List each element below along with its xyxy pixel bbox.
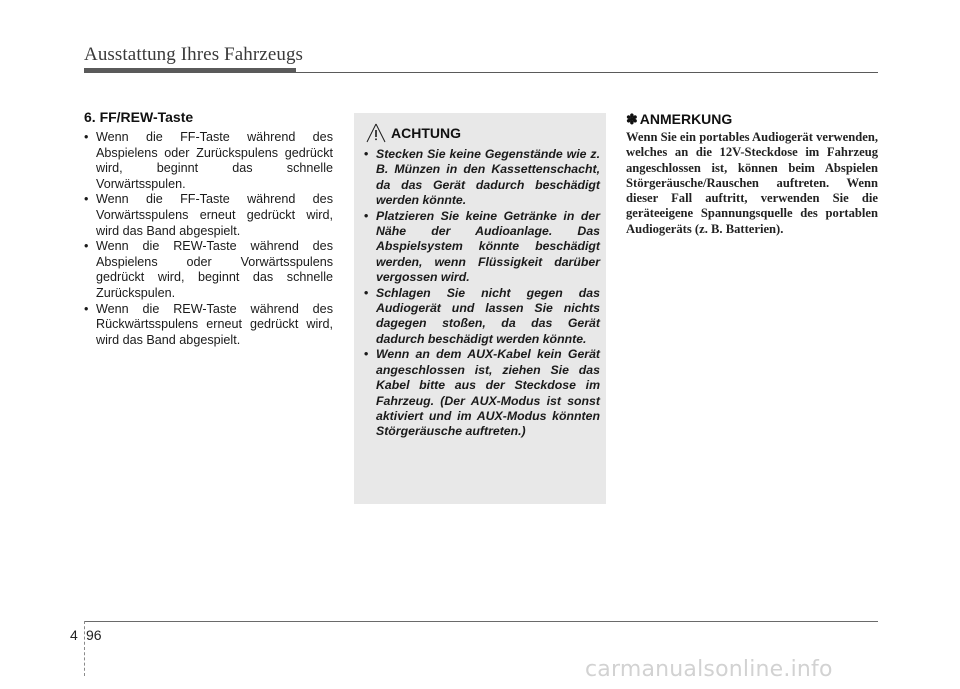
footer-rule — [84, 621, 878, 622]
warning-triangle-icon — [364, 122, 388, 144]
note-text: Wenn Sie ein portables Audiogerät verwenden, welches an die 12V-Steckdose im Fahrzeug angeschlossen ist, können beim Abspielen Störgeräusche/Rauschen auftreten. Wenn dieser Fall auftritt, verwenden Sie die geräteeigene Spannungsquelle des portablen Audiogeräts (z. B. Batterien). — [626, 130, 878, 236]
watermark: carmanualsonline.info — [585, 657, 833, 682]
section-bullet: • Wenn die FF-Taste während des Abspielens oder Zurückspulens gedrückt wird, beginnt das schnelle Vorwärtsspulen. — [84, 130, 333, 192]
footer-divider — [84, 621, 85, 676]
warning-title: ACHTUNG — [391, 125, 461, 141]
note-section — [626, 111, 878, 237]
section-bullet: • Wenn die FF-Taste während des Vorwärtsspulens erneut gedrückt wird, wird das Band abgespielt. — [84, 192, 333, 239]
note-title-text: ANMERKUNG — [639, 111, 733, 127]
section-bullet: • Wenn die REW-Taste während des Rückwärtsspulens erneut gedrückt wird, wird das Band abgespielt. — [84, 302, 333, 349]
chapter-number: 4 — [70, 627, 78, 643]
section-title: 6. FF/REW-Taste — [84, 109, 194, 125]
section-bullet-list — [84, 130, 333, 348]
note-title — [626, 111, 878, 128]
header-title: Ausstattung Ihres Fahrzeugs — [84, 44, 304, 65]
warning-bullet: • Stecken Sie keine Gegenstände wie z. B. Münzen in den Kassettenschacht, da das Gerät dadurch beschädigt werden könnte. — [364, 147, 600, 209]
warning-header — [364, 122, 461, 144]
warning-bullet: • Schlagen Sie nicht gegen das Audiogerät und lassen Sie nichts dagegen stoßen, da das Gerät dadurch beschädigt werden könnte. — [364, 286, 600, 348]
section-bullet: • Wenn die REW-Taste während des Abspielens oder Vorwärtsspulens gedrückt wird, beginnt das schnelle Zurückspulen. — [84, 239, 333, 301]
warning-bullet-list — [364, 147, 600, 440]
note-symbol-icon: ✽ — [626, 111, 638, 127]
warning-box — [354, 113, 606, 504]
warning-bullet: • Wenn an dem AUX-Kabel kein Gerät angeschlossen ist, ziehen Sie das Kabel bitte aus der Steckdose im Fahrzeug. (Der AUX-Modus ist sonst aktiviert und im AUX-Modus könnten Störgeräusche auftreten.) — [364, 347, 600, 439]
page-number: 96 — [86, 627, 102, 643]
ff-rew-section — [84, 109, 333, 348]
warning-bullet: • Platzieren Sie keine Getränke in der Nähe der Audioanlage. Das Abspielsystem könnte beschädigt werden, wenn Flüssigkeit darüber vergossen wird. — [364, 209, 600, 286]
header-rule — [84, 72, 878, 73]
